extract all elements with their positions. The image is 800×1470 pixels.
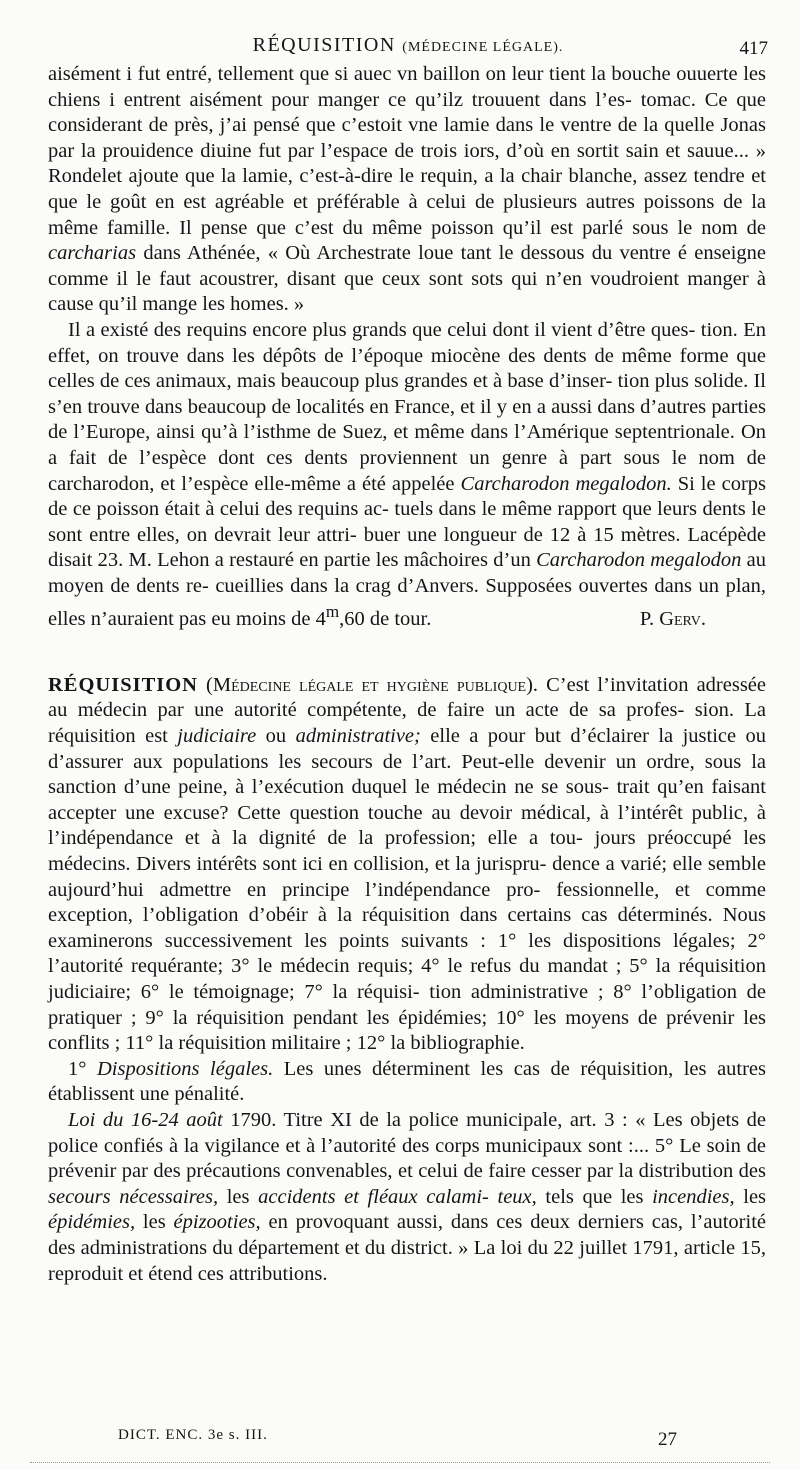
text-line: dence a varié; elle semble aujourd’hui admettre en principe l’indépendance pro- (48, 853, 767, 901)
text-line: en partie les mâchoires d’un (299, 549, 537, 572)
text-line: la justice ou d’assurer aux populations les secours de l’art. Peut-elle devenir un (48, 725, 767, 773)
text-line: forme que celles de ces animaux, mais beaucoup plus grandes et à base d’inser- (48, 344, 767, 393)
text-line: 1790. Titre XI de la police municipale, art. 3 : « Les (222, 1108, 683, 1131)
text-line: dans Athénée, « Où Archestrate (136, 242, 411, 265)
text-line: chair blanche, assez tendre et que le goût en est agréable et préférable à celui (48, 165, 767, 213)
text-line: dans l’Amérique septentrionale. On a fait de l’espèce dont ces dents proviennent (48, 421, 767, 469)
text-line: ,60 de tour. (339, 608, 432, 631)
entry-requisition (48, 673, 766, 1057)
text-line: 1° (68, 1057, 97, 1080)
text-line: épidémies; 10° les moyens de prévenir les conflits ; 11° la réquisition militaire ; (48, 1006, 767, 1055)
text-line: les (734, 1185, 767, 1208)
running-title (48, 34, 768, 57)
text-line: tomac. Ce que considerant de près, j’ai pensé que c’estoit vne lamie dans le ventre (48, 88, 766, 137)
text-line: tuels dans le même rapport que leurs dents le sont entre elles, on devrait leur attri- (48, 498, 767, 546)
text-line: elle a pour but d’éclairer (420, 725, 649, 748)
italic-term: incendies, (652, 1185, 735, 1208)
text-line: en provoquant aussi, (260, 1211, 443, 1234)
page-number: 417 (739, 38, 768, 59)
italic-term: teux, (497, 1185, 537, 1208)
text-line: district. » La loi du 22 juillet 1791, article 15, reproduit et étend ces attributions. (48, 1236, 767, 1285)
text-line: Les unes déterminent les cas de réquisition, les (273, 1057, 707, 1080)
italic-term: Carcharodon megalodon. (460, 472, 672, 495)
italic-term: judiciaire (177, 725, 257, 748)
superscript: m (325, 602, 340, 622)
text-line: certains cas déterminés. Nous examinerons successivement les points suivants : (48, 904, 767, 952)
text-line: de plusieurs autres poissons de la même famille. Il pense que c’est du même (48, 190, 766, 239)
text-line: ordre, sous la sanction d’une peine, à l’exécution duquel le médecin ne se sous- (48, 750, 766, 799)
text-line: buer une longueur de 12 à 15 mètres. Lacépède disait 23. M. Lehon a restauré (48, 523, 766, 572)
running-title-main: RÉQUISITION (252, 34, 396, 56)
text-line: autres établissent une pénalité. (48, 1057, 767, 1106)
italic-term: administrative; (295, 725, 421, 748)
italic-term: épizooties, (173, 1211, 261, 1234)
text-line: tion plus solide. Il s’en trouve dans beaucoup de localités en France, et il y en a (48, 370, 766, 418)
text-line: pas eu moins de 4 (178, 608, 326, 631)
text-line: C’est l’invitation (538, 673, 689, 696)
text-line: ou (256, 725, 296, 748)
text-line: Si le corps de ce poisson était à celui des requins ac- (48, 472, 767, 521)
text-line: un genre à part sous le nom de carcharodon, et l’espèce elle-même a été appelée (48, 446, 767, 495)
text-line: tion. En effet, on trouve dans les dépôts de l’époque miocène des dents de même (48, 318, 767, 367)
text-line: 1° les dispositions légales; 2° l’autorité requérante; 3° le médecin requis; 4° le (48, 929, 767, 978)
text-line: fessionnelle, et comme exception, l’obligation d’obéir à la réquisition dans (48, 878, 767, 927)
text-line: ceux sont sots qui n’en voudroient manger à cause qu’il mange les homes. » (48, 267, 767, 316)
text-line: refus du mandat ; 5° la réquisition judiciaire; 6° le témoignage; 7° la réquisi- (48, 955, 767, 1004)
text-line: cueillies dans la crag d’Anvers. Supposées ouvertes dans un plan, elles n’auraient (48, 574, 767, 631)
text-line: cesser par la distribution des (531, 1160, 766, 1183)
running-header (48, 34, 768, 60)
entry-subheading: (Médecine légale et hygiène publique). (206, 673, 539, 696)
paragraph-rondelet (48, 62, 766, 318)
entry-heading: RÉQUISITION (48, 673, 198, 696)
text-line: poisson qu’il est parlé sous le nom de (431, 216, 767, 239)
signature-mark: DICT. ENC. 3e s. III. (118, 1427, 268, 1443)
text-line: trait qu’en faisant accepter une excuse? Cette question touche au devoir médical, (48, 776, 766, 824)
body-text (48, 62, 766, 1287)
text-line: les (135, 1211, 174, 1234)
text-line: objets de police confiés à la vigilance et à l’autorité des corps municipaux (48, 1108, 767, 1157)
text-line: dans ces deux derniers cas, l’autorité des administrations du département et du (48, 1211, 766, 1259)
page-footer (48, 1427, 768, 1453)
italic-term: Carcharodon megalodon (536, 549, 742, 572)
text-line: tels que les (536, 1185, 653, 1208)
text-line: sont :... 5° Le soin de prévenir par des précautions convenables, et celui de faire (48, 1134, 767, 1183)
italic-term: accidents et fléaux calami- (258, 1185, 489, 1208)
paragraph-loi (48, 1108, 766, 1287)
text-line: 12° la bibliographie. (356, 1032, 525, 1055)
text-line: au moyen de dents re- (48, 549, 767, 597)
italic-term: Loi du 16-24 août (68, 1108, 223, 1131)
text-line: Il a existé des requins encore plus grands que celui dont il vient d’être ques- (68, 318, 696, 341)
running-title-sub: (MÉDECINE LÉGALE). (402, 40, 564, 55)
text-line: loue tant le dessous du ventre é enseigne comme il le faut acoustrer, disant que (48, 242, 766, 290)
paragraph-dispositions (48, 1057, 766, 1108)
text-line: tion administrative ; 8° l’obligation de pratiquer ; 9° la réquisition pendant les (48, 981, 767, 1029)
text-line: sion. La réquisition est (48, 699, 766, 748)
author-signature: P. Gerv. (639, 608, 706, 631)
text-line: à l’intérêt public, à l’indépendance et à la dignité de la profession; elle a tou- (48, 801, 767, 850)
text-line: jours préoccupé les médecins. Divers intérêts sont ici en collision, et la jurispru- (48, 827, 767, 876)
section-gap (48, 633, 766, 673)
scan-edge-line (30, 1462, 770, 1463)
paragraph-megalodon (48, 318, 766, 633)
text-line: sortit sain et sauue... » Rondelet ajoute que la lamie, c’est-à-dire le requin, a la (48, 139, 767, 188)
text-line: les (218, 1185, 259, 1208)
italic-term: carcharias (48, 242, 137, 265)
text-line: ouuerte les chiens i entrent aisément pour manger ce qu’ilz trouuent dans l’es- (48, 63, 766, 111)
italic-term: épidémies, (48, 1211, 136, 1234)
text-line: aisément i fut entré, tellement que si auec vn baillon on leur tient la bouche (48, 63, 671, 85)
text-line: aussi dans d’autres parties de l’Europe, ainsi qu’à l’isthme de Suez, et même (48, 395, 767, 444)
italic-term: Dispositions légales. (97, 1057, 274, 1080)
italic-term: secours nécessaires, (48, 1185, 219, 1208)
sheet-number: 27 (658, 1429, 677, 1450)
text-line: adressée au médecin par une autorité compétente, de faire un acte de sa profes- (48, 673, 767, 722)
text-line: de la quelle Jonas par la prouidence diuine fut par l’espace de trois iors, d’où en (48, 114, 767, 162)
